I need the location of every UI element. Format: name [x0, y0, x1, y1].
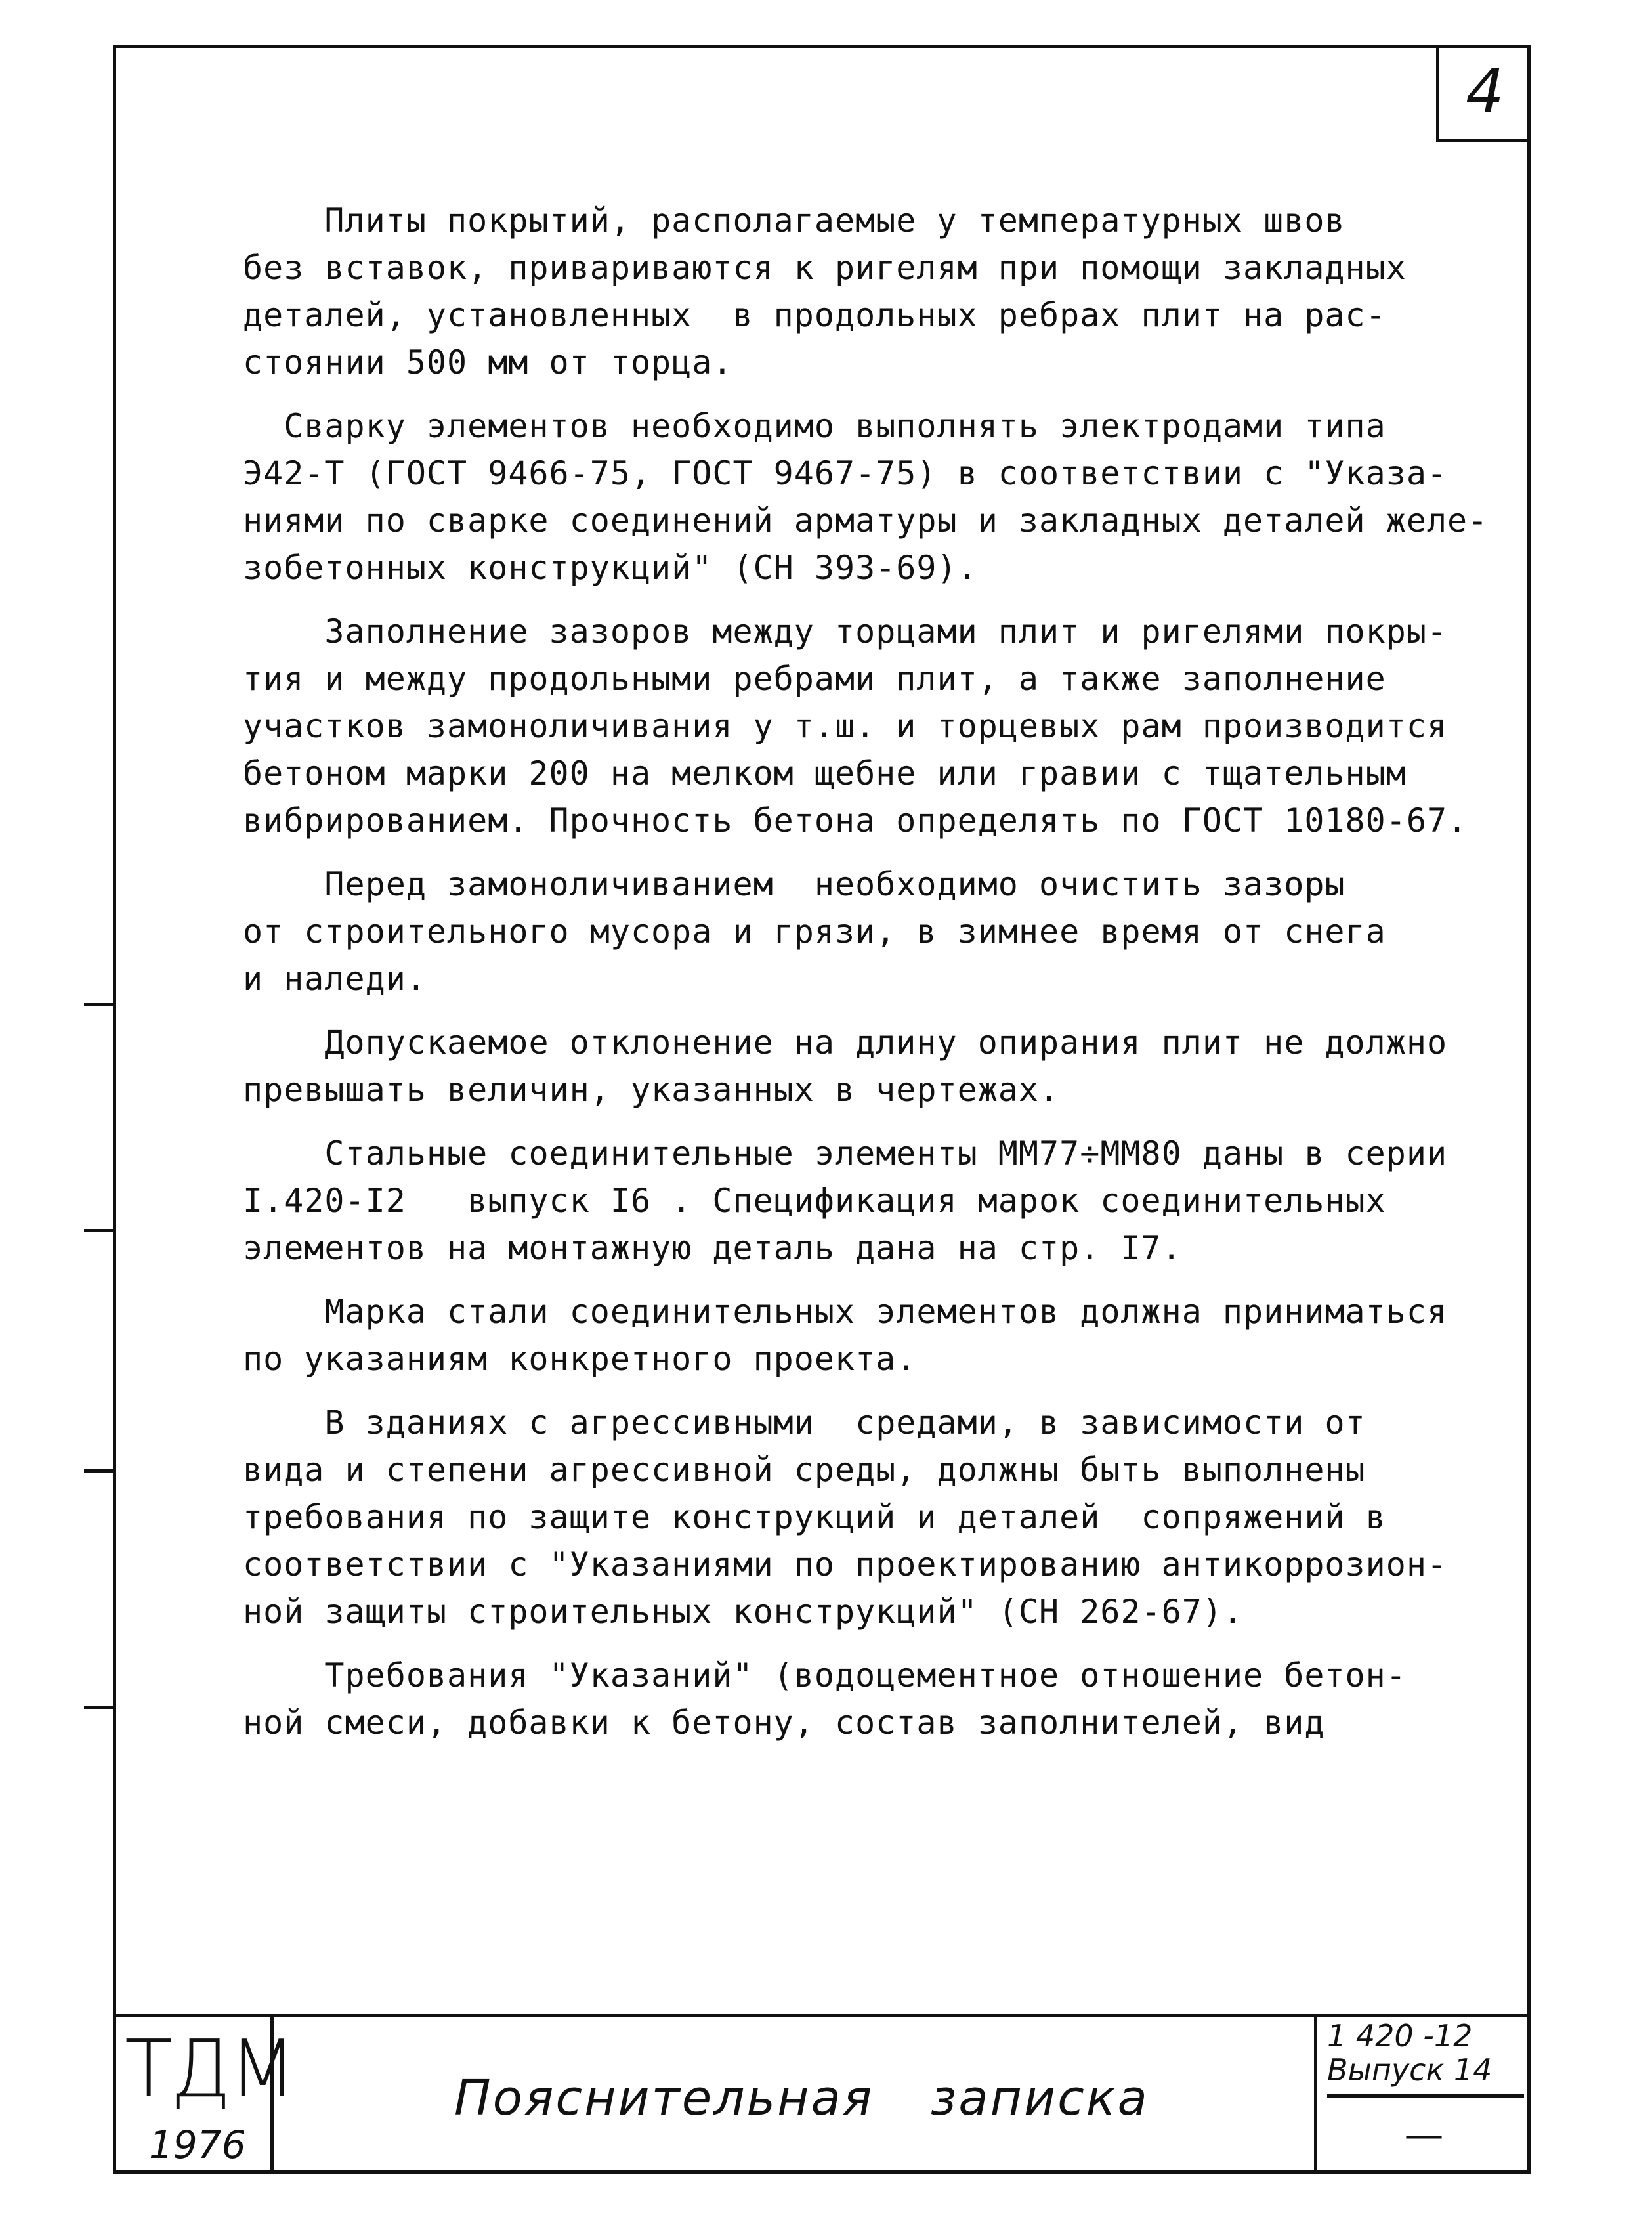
series-code	[1327, 2019, 1524, 2098]
page-number: 4	[1436, 45, 1531, 142]
explanatory-text	[243, 197, 1523, 1763]
paragraph: Сварку элементов необходимо выполнять электродами типа Э42-Т (ГОСТ 9466-75, ГОСТ 9467-75) в соответствии с "Указа- ниями по сварке соединений арматуры и закладных деталей желе- зобетонных конструкций" (СН 393-69).	[243, 407, 1489, 587]
paragraph: Марка стали соединительных элементов должна приниматься по указаниям конкретного проекта.	[243, 1293, 1448, 1378]
paragraph: В зданиях с агрессивными средами, в зависимости от вида и степени агрессивной среды, должны быть выполнены требования по защите конструкций и деталей сопряжений в соответствии с "Указаниями по проектированию антикоррозион- ной защиты строительных конструкций" (СН 262-67).	[243, 1404, 1448, 1631]
paragraph: Требования "Указаний" (водоцементное отношение бетон- ной смеси, добавки к бетону, состав заполнителей, вид	[243, 1656, 1407, 1742]
paragraph: Заполнение зазоров между торцами плит и ригелями покры- тия и между продольными ребрами плит, а также заполнение участков замоноличивания у т.ш. и торцевых рам производится бетоном марки 200 на мелком щебне или гравии с тщательным вибрированием. Прочность бетона определять по ГОСТ 10180-67.	[243, 613, 1468, 840]
year: 1976	[149, 2122, 246, 2167]
edge-mark	[84, 1229, 116, 1232]
organization-logo: ТДМ	[125, 2024, 294, 2115]
title-block-code-cell	[1314, 2017, 1531, 2174]
sheet-mark: —	[1404, 2112, 1444, 2158]
edge-mark	[84, 1706, 116, 1709]
edge-mark	[84, 1469, 116, 1473]
edge-mark	[84, 1003, 116, 1006]
paragraph: Плиты покрытий, располагаемые у температурных швов без вставок, привариваются к ригелям при помощи закладных деталей, установленных в продольных ребрах плит на рас- стоянии 500 мм от торца.	[243, 202, 1407, 381]
series-number: 1 420 -12	[1327, 2018, 1473, 2054]
issue-number: Выпуск 14	[1327, 2052, 1493, 2088]
document-title: Пояснительная записка	[454, 2070, 1149, 2126]
paragraph: Допускаемое отклонение на длину опирания плит не должно превышать величин, указанных в чертежах.	[243, 1023, 1448, 1109]
title-block	[113, 2014, 1531, 2174]
paragraph: Перед замоноличиванием необходимо очистить зазоры от строительного мусора и грязи, в зимнее время от снега и наледи.	[243, 865, 1386, 998]
title-block-logo-cell	[113, 2017, 294, 2174]
paragraph: Стальные соединительные элементы ММ77÷ММ80 даны в серии I.420-I2 выпуск I6 . Спецификация марок соединительных элементов на монтажную деталь дана на стр. I7.	[243, 1134, 1448, 1267]
